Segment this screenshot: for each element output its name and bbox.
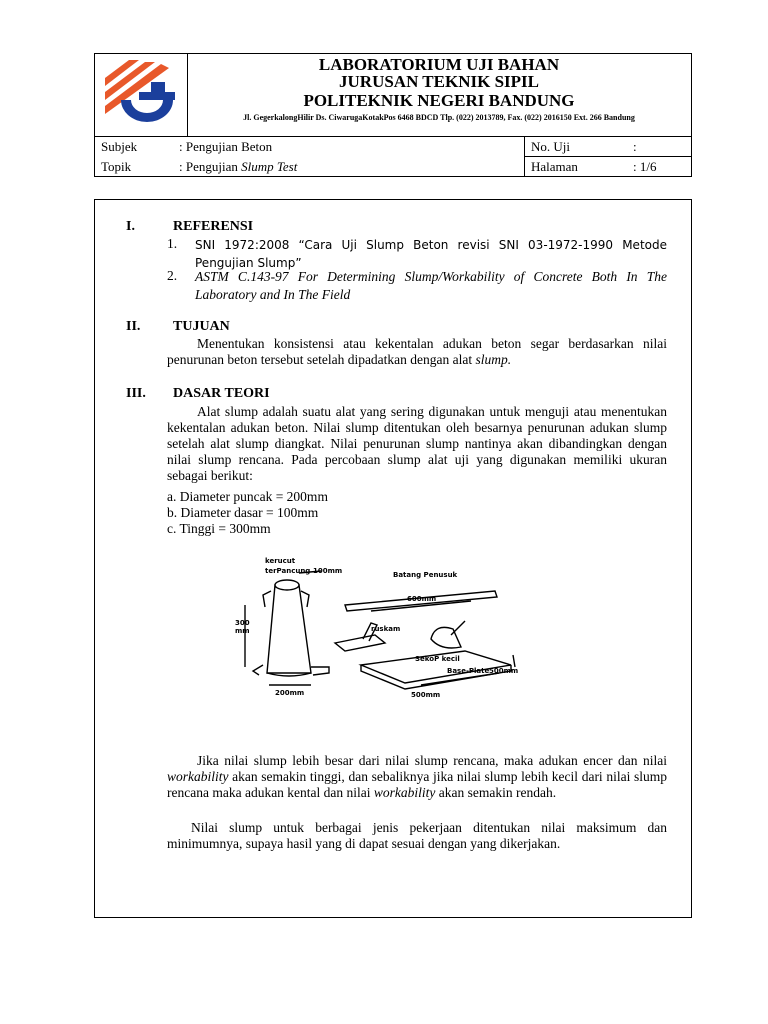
label-500mm-right: 500mm (489, 667, 519, 675)
topik-label: Topik (101, 159, 132, 174)
label-batang-penusuk: Batang Penusuk (393, 571, 458, 579)
address: Jl. GegerkalongHilir Ds. CiwarugaKotakPos 6468 BDCD Tlp. (022) 2013789, Fax. (022) 2016150 Ext. 266 Bandung (243, 113, 635, 122)
section-title-tujuan: TUJUAN (173, 319, 230, 334)
topik-value: : Pengujian Slump Test (179, 159, 298, 174)
section-title-referensi: REFERENSI (173, 219, 254, 234)
label-sekop-kecil: SekoP kecil (415, 655, 460, 663)
institution-block (187, 54, 691, 124)
lab-name: LABORATORIUM UJI BAHAN (318, 55, 560, 74)
list-item-c: c. Tinggi = 300mm (167, 521, 271, 536)
no-uji-label: No. Uji (531, 139, 570, 154)
list-item-a: a. Diameter puncak = 200mm (167, 489, 328, 504)
ref1-number: 1. (167, 236, 178, 251)
workability-paragraph: Jika nilai slump lebih besar dari nilai slump rencana, maka adukan encer dan nilai workability akan semakin tinggi, dan sebaliknya jika nilai slump lebih kecil dari nilai slump rencana maka adukan kental dan nilai workability akan semakin rendah. (167, 753, 667, 800)
subjek-label: Subjek (101, 139, 138, 154)
label-200mm: 200mm (275, 689, 305, 697)
slump-test-equipment-diagram (235, 555, 535, 715)
label-terpancung: terPancung (265, 567, 311, 575)
section-number-2: II. (126, 319, 141, 334)
section-title-dasar-teori: DASAR TEORI (173, 386, 270, 401)
ref2-number: 2. (167, 268, 178, 283)
ref2-text: ASTM C.143-97 For Determining Slump/Workability of Concrete Both In The Laboratory and In The Field (195, 269, 667, 302)
info-table (94, 137, 692, 177)
polban-logo (99, 56, 183, 136)
nilai-slump-paragraph: Nilai slump untuk berbagai jenis pekerjaan ditentukan nilai maksimum dan minimumnya, supaya hasil yang di dapat sesuai dengan yang dikerjakan. (167, 820, 667, 851)
document-header (94, 53, 692, 137)
label-100mm: 100mm (313, 567, 343, 575)
department-name: JURUSAN TEKNIK SIPIL (339, 72, 539, 91)
label-ruskam: ruskam (371, 625, 401, 633)
label-500mm-bottom: 500mm (411, 691, 441, 699)
logo-cell (95, 54, 188, 136)
label-mm: mm (235, 627, 250, 635)
label-base-plate: Base-Plate (447, 667, 490, 675)
subjek-value: : Pengujian Beton (179, 139, 273, 154)
halaman-label: Halaman (531, 159, 578, 174)
section-number-1: I. (126, 219, 135, 234)
label-300: 300 (235, 619, 250, 627)
content-box (94, 199, 692, 918)
label-kerucut: kerucut (265, 557, 296, 565)
no-uji-value: : (633, 139, 637, 154)
tujuan-paragraph: Menentukan konsistensi atau kekentalan adukan beton segar berdasarkan nilai penurunan beton tersebut setelah dipadatkan dengan alat slump. (167, 336, 667, 367)
ref1-text: SNI 1972:2008 “Cara Uji Slump Beton revisi SNI 03-1972-1990 Metode Pengujian Slump” (195, 238, 667, 270)
list-item-b: b. Diameter dasar = 100mm (167, 505, 319, 520)
halaman-value: : 1/6 (633, 159, 657, 174)
teori-paragraph: Alat slump adalah suatu alat yang sering digunakan untuk menguji atau menentukan kekentalan adukan beton. Nilai slump ditentukan oleh besarnya penurunan adukan slump setelah alat slump diangkat. Nilai penurunan slump nantinya akan dibandingkan dengan nilai slump rencana. Pada percobaan slump alat uji yang digunakan memiliki ukuran sebagai berikut: (167, 404, 667, 483)
label-600mm: 600mm (407, 595, 437, 603)
institution-name: POLITEKNIK NEGERI BANDUNG (303, 91, 575, 110)
section-number-3: III. (126, 386, 146, 401)
